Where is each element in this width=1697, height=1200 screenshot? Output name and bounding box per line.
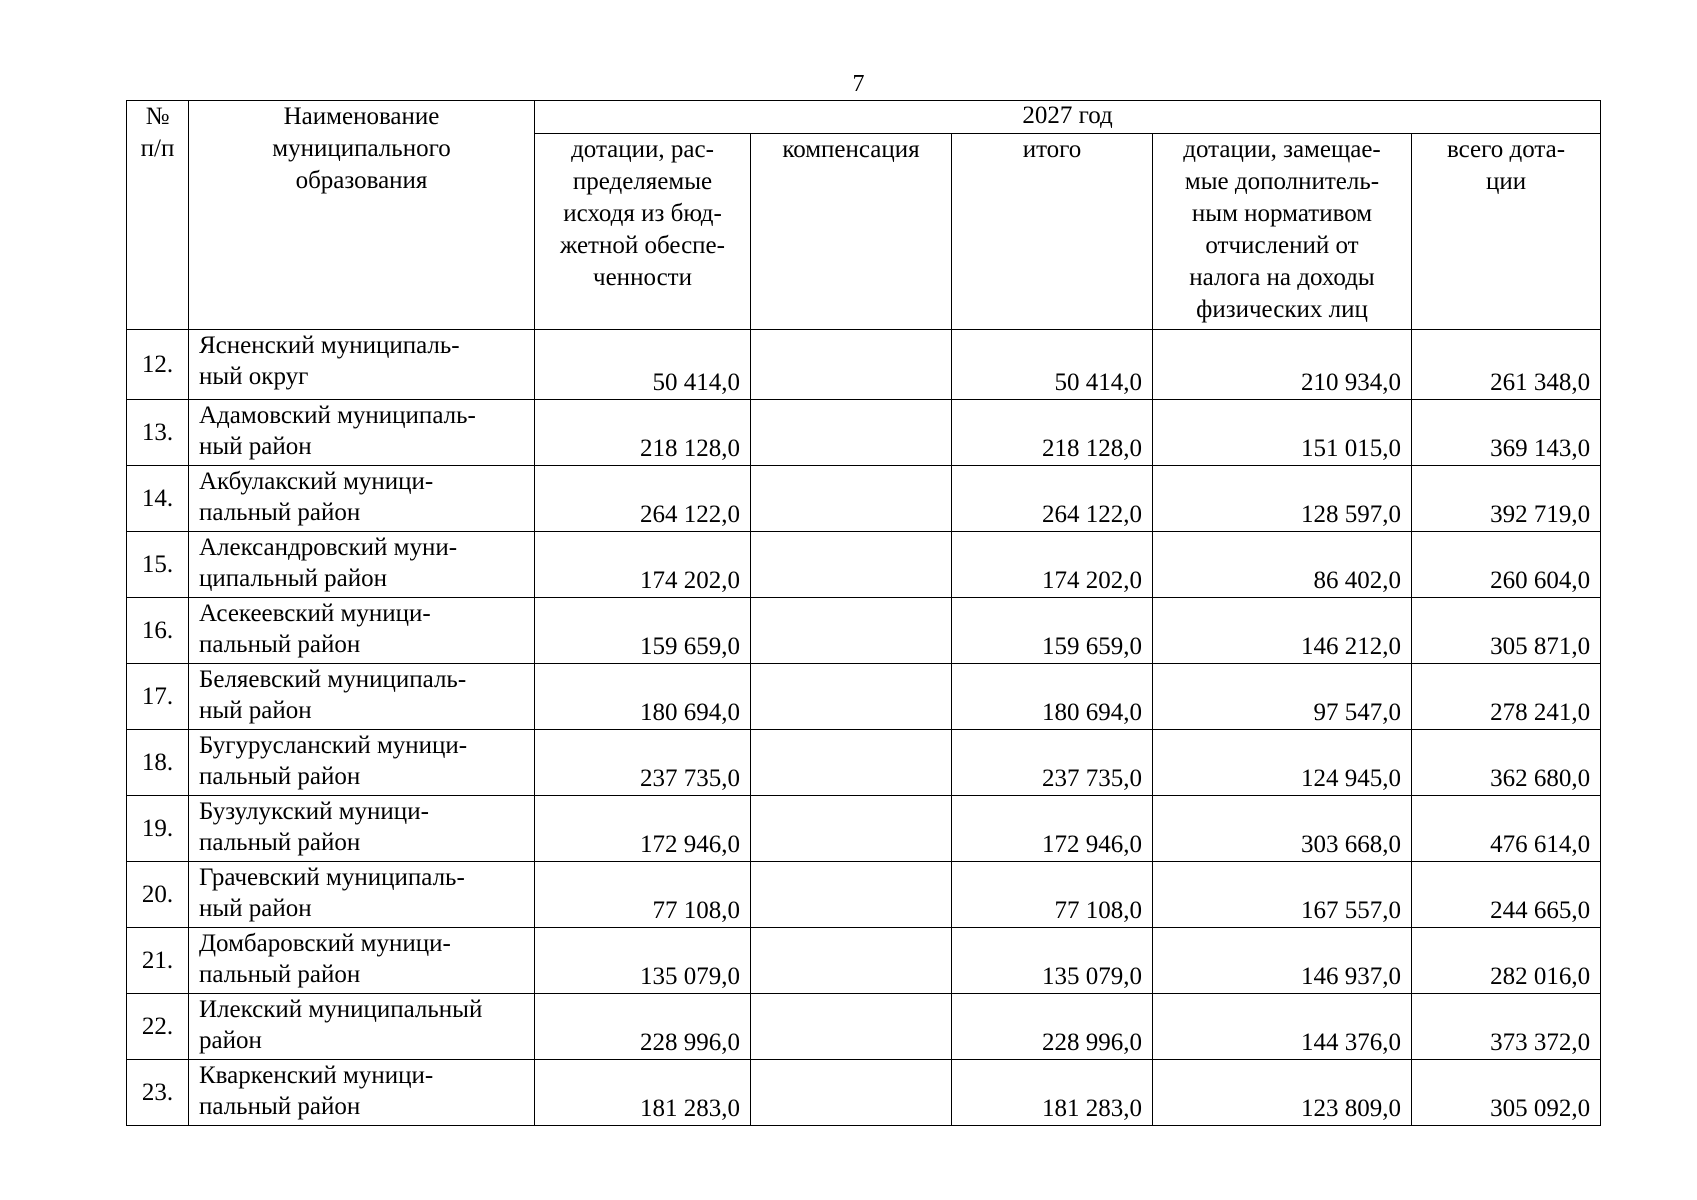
municipality-name-line1: Асекеевский муници- (199, 600, 431, 627)
distributed-value: 172 946,0 (535, 796, 751, 862)
total-value: 264 122,0 (952, 466, 1153, 532)
header-replaced-line: дотации, замещае- (1183, 136, 1381, 163)
header-distributed (535, 134, 751, 330)
compensation-value (751, 532, 952, 598)
total-value: 218 128,0 (952, 400, 1153, 466)
municipality-name-line2: пальный район (199, 631, 361, 658)
grand-total-value: 260 604,0 (1412, 532, 1601, 598)
row-number: 23. (127, 1060, 189, 1126)
total-value: 228 996,0 (952, 994, 1153, 1060)
header-name (189, 101, 535, 330)
total-value: 237 735,0 (952, 730, 1153, 796)
grand-total-value: 244 665,0 (1412, 862, 1601, 928)
municipality-name (189, 330, 535, 400)
grand-total-value: 373 372,0 (1412, 994, 1601, 1060)
municipality-name (189, 796, 535, 862)
replaced-value: 97 547,0 (1153, 664, 1412, 730)
municipality-name (189, 928, 535, 994)
municipality-name (189, 664, 535, 730)
compensation-value (751, 330, 952, 400)
compensation-value (751, 466, 952, 532)
compensation-value (751, 862, 952, 928)
header-replaced (1153, 134, 1412, 330)
compensation-value (751, 928, 952, 994)
total-value: 159 659,0 (952, 598, 1153, 664)
table-row (127, 796, 1601, 862)
total-value: 50 414,0 (952, 330, 1153, 400)
row-number: 15. (127, 532, 189, 598)
table-row (127, 994, 1601, 1060)
table-header (127, 101, 1601, 330)
replaced-value: 210 934,0 (1153, 330, 1412, 400)
distributed-value: 218 128,0 (535, 400, 751, 466)
table-row (127, 330, 1601, 400)
grand-total-value: 305 871,0 (1412, 598, 1601, 664)
header-total: итого (952, 134, 1153, 330)
row-number: 14. (127, 466, 189, 532)
municipality-name-line1: Адамовский муниципаль- (199, 402, 476, 429)
municipality-name (189, 466, 535, 532)
replaced-value: 144 376,0 (1153, 994, 1412, 1060)
replaced-value: 146 937,0 (1153, 928, 1412, 994)
distributed-value: 181 283,0 (535, 1060, 751, 1126)
header-distributed-line: исходя из бюд- (563, 200, 722, 227)
municipality-name-line1: Домбаровский муници- (199, 930, 451, 957)
municipality-name-line2: ный округ (199, 363, 309, 390)
grand-total-value: 369 143,0 (1412, 400, 1601, 466)
page-number: 7 (852, 71, 865, 97)
total-value: 77 108,0 (952, 862, 1153, 928)
municipality-name-line2: пальный район (199, 829, 361, 856)
row-number: 19. (127, 796, 189, 862)
header-replaced-line: мые дополнитель- (1184, 168, 1380, 195)
row-number: 22. (127, 994, 189, 1060)
grand-total-value: 362 680,0 (1412, 730, 1601, 796)
municipality-name-line1: Акбулакский муници- (199, 468, 434, 495)
municipality-name-line2: ный район (199, 433, 312, 460)
municipality-name (189, 994, 535, 1060)
header-grand-total (1412, 134, 1601, 330)
header-name-line: образования (295, 167, 428, 194)
header-grand-total-line: ции (1485, 168, 1527, 195)
grand-total-value: 282 016,0 (1412, 928, 1601, 994)
row-number: 21. (127, 928, 189, 994)
header-replaced-line: налога на доходы (1189, 264, 1375, 291)
municipality-name (189, 730, 535, 796)
replaced-value: 123 809,0 (1153, 1060, 1412, 1126)
total-value: 181 283,0 (952, 1060, 1153, 1126)
replaced-value: 86 402,0 (1153, 532, 1412, 598)
municipality-name-line2: пальный район (199, 1093, 361, 1120)
municipality-name (189, 532, 535, 598)
replaced-value: 151 015,0 (1153, 400, 1412, 466)
municipality-name-line2: ный район (199, 895, 312, 922)
header-num-line: п/п (140, 135, 175, 162)
municipality-name-line1: Илекский муниципальный (199, 996, 483, 1023)
distributed-value: 77 108,0 (535, 862, 751, 928)
header-distributed-line: пределяемые (572, 168, 713, 195)
distributed-value: 135 079,0 (535, 928, 751, 994)
table-row (127, 400, 1601, 466)
table-row (127, 1060, 1601, 1126)
compensation-value (751, 730, 952, 796)
grand-total-value: 476 614,0 (1412, 796, 1601, 862)
row-number: 18. (127, 730, 189, 796)
row-number: 20. (127, 862, 189, 928)
replaced-value: 303 668,0 (1153, 796, 1412, 862)
compensation-value (751, 400, 952, 466)
row-number: 12. (127, 330, 189, 400)
header-grand-total-line: всего дота- (1446, 136, 1566, 163)
grand-total-value: 278 241,0 (1412, 664, 1601, 730)
municipality-name-line1: Александровский муни- (199, 534, 458, 561)
municipality-name (189, 1060, 535, 1126)
grand-total-value: 392 719,0 (1412, 466, 1601, 532)
header-replaced-line: ным нормативом (1191, 200, 1373, 227)
table-row (127, 466, 1601, 532)
row-number: 13. (127, 400, 189, 466)
municipality-name-line2: район (199, 1027, 262, 1054)
distributed-value: 180 694,0 (535, 664, 751, 730)
total-value: 135 079,0 (952, 928, 1153, 994)
municipality-name-line2: пальный район (199, 961, 361, 988)
header-num (127, 101, 189, 330)
table-body (127, 330, 1601, 1126)
replaced-value: 124 945,0 (1153, 730, 1412, 796)
header-name-line: Наименование (283, 103, 440, 130)
municipality-name-line1: Бузулукский муници- (199, 798, 429, 825)
header-distributed-line: ченности (593, 264, 692, 291)
municipality-name-line1: Кваркенский муници- (199, 1062, 434, 1089)
total-value: 172 946,0 (952, 796, 1153, 862)
total-value: 180 694,0 (952, 664, 1153, 730)
header-replaced-line: физических лиц (1196, 296, 1368, 323)
compensation-value (751, 664, 952, 730)
replaced-value: 167 557,0 (1153, 862, 1412, 928)
header-year: 2027 год (535, 101, 1601, 134)
row-number: 17. (127, 664, 189, 730)
replaced-value: 128 597,0 (1153, 466, 1412, 532)
municipality-name-line2: пальный район (199, 499, 361, 526)
header-name-line: муниципального (272, 135, 451, 162)
municipality-name-line1: Бугурусланский муници- (199, 732, 468, 759)
compensation-value (751, 1060, 952, 1126)
header-distributed-line: дотации, рас- (571, 136, 714, 163)
municipality-name-line1: Беляевский муниципаль- (199, 666, 467, 693)
header-replaced-line: отчислений от (1205, 232, 1359, 259)
grand-total-value: 305 092,0 (1412, 1060, 1601, 1126)
municipality-name-line2: ный район (199, 697, 312, 724)
distributed-value: 50 414,0 (535, 330, 751, 400)
grand-total-value: 261 348,0 (1412, 330, 1601, 400)
table-row (127, 532, 1601, 598)
municipality-name (189, 400, 535, 466)
total-value: 174 202,0 (952, 532, 1153, 598)
municipality-name (189, 862, 535, 928)
table-row (127, 862, 1601, 928)
compensation-value (751, 598, 952, 664)
municipality-name-line1: Грачевский муниципаль- (199, 864, 465, 891)
municipality-name-line2: ципальный район (199, 565, 387, 592)
distributed-value: 264 122,0 (535, 466, 751, 532)
municipality-name-line1: Ясненский муниципаль- (199, 332, 460, 359)
compensation-value (751, 994, 952, 1060)
header-compensation: компенсация (751, 134, 952, 330)
subsidy-table (126, 100, 1601, 1126)
distributed-value: 237 735,0 (535, 730, 751, 796)
row-number: 16. (127, 598, 189, 664)
compensation-value (751, 796, 952, 862)
table-row (127, 664, 1601, 730)
table-row (127, 928, 1601, 994)
municipality-name-line2: пальный район (199, 763, 361, 790)
municipality-name (189, 598, 535, 664)
header-num-line: № (145, 103, 170, 130)
replaced-value: 146 212,0 (1153, 598, 1412, 664)
header-distributed-line: жетной обеспе- (560, 232, 725, 259)
distributed-value: 159 659,0 (535, 598, 751, 664)
distributed-value: 228 996,0 (535, 994, 751, 1060)
distributed-value: 174 202,0 (535, 532, 751, 598)
table-row (127, 730, 1601, 796)
table-row (127, 598, 1601, 664)
